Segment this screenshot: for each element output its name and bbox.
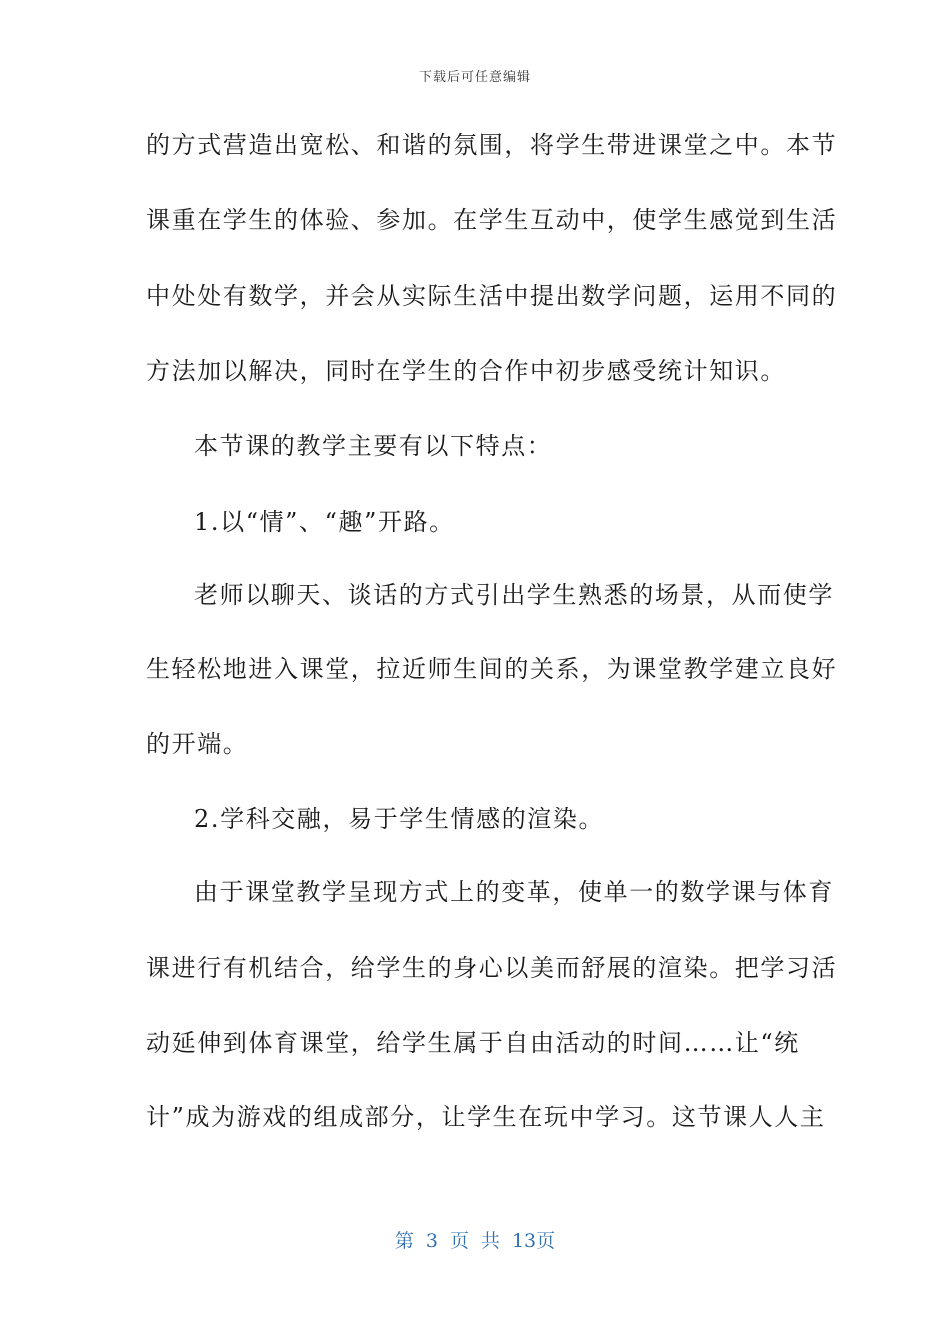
footer-label-page: 第 [394,1230,414,1252]
text-line: 1.以“情”、“趣”开路。 [194,508,455,536]
text-line: 课进行有机结合，给学生的身心以美而舒展的渲染。把学习活 [146,954,838,982]
text-line: 本节课的教学主要有以下特点： [194,432,553,460]
footer-label-total: 共 [480,1230,500,1252]
footer-label-of: 页 [449,1230,469,1252]
header-note: 下载后可任意编辑 [418,70,531,85]
text-line: 2.学科交融，易于学生情感的渲染。 [194,805,605,833]
page-footer [0,1226,950,1253]
text-line: 方法加以解决，同时在学生的合作中初步感受统计知识。 [146,357,786,385]
footer-total-pages: 13页 [511,1230,556,1252]
text-line: 计”成为游戏的组成部分，让学生在玩中学习。这节课人人主 [146,1103,826,1131]
text-line: 由于课堂教学呈现方式上的变革，使单一的数学课与体育 [194,878,834,906]
text-line: 生轻松地进入课堂，拉近师生间的关系，为课堂教学建立良好 [146,655,838,683]
text-line: 课重在学生的体验、参加。在学生互动中，使学生感觉到生活 [146,206,838,234]
text-line: 中处处有数学，并会从实际生活中提出数学问题，运用不同的 [146,282,838,310]
text-line: 动延伸到体育课堂，给学生属于自由活动的时间……让“统 [146,1029,800,1057]
text-line: 的方式营造出宽松、和谐的氛围，将学生带进课堂之中。本节 [146,131,838,159]
text-line: 的开端。 [146,730,249,758]
text-line: 老师以聊天、谈话的方式引出学生熟悉的场景，从而使学 [194,581,834,609]
footer-current-page: 3 [425,1230,438,1252]
